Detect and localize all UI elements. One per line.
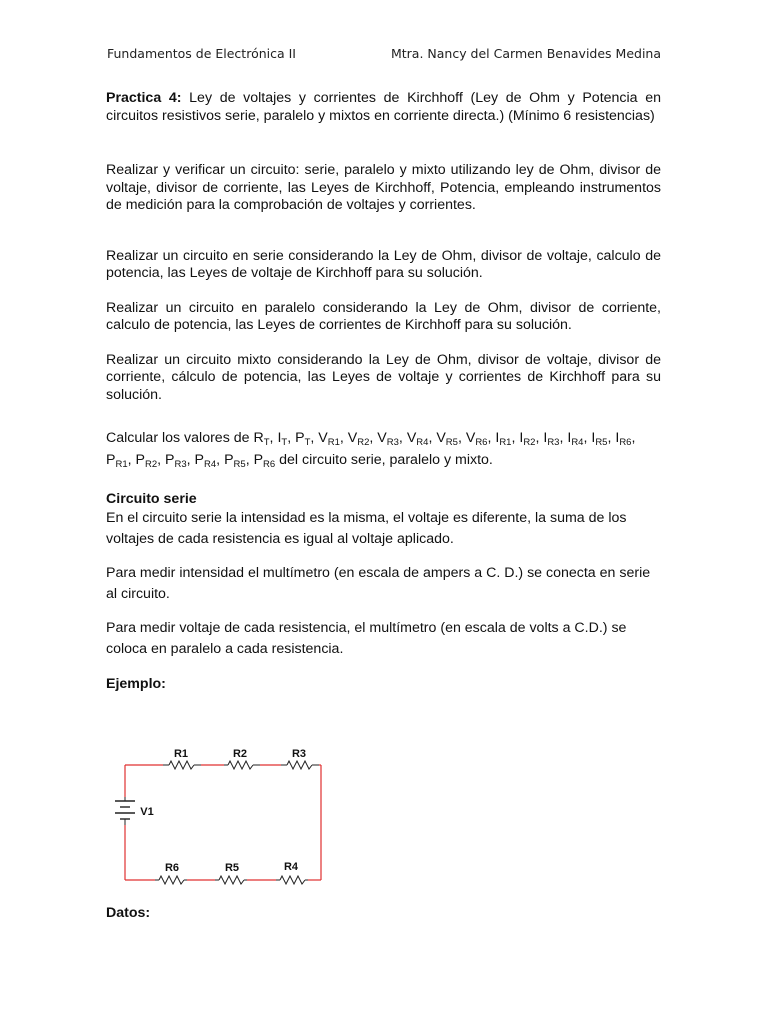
calc-variable: $P_{R2}$ <box>135 451 158 470</box>
header-instructor: Mtra. Nancy del Carmen Benavides Medina <box>390 46 661 61</box>
resistor-r1 <box>163 761 201 769</box>
mixed-instruction: Realizar un circuito mixto considerando la Ley de Ohm, divisor de voltaje, divisor de corriente, cálculo de potencia, las Leyes de voltaje y corrientes de Kirchhoff para su solución. <box>106 351 661 403</box>
calc-variable: $I_{R1}$ <box>495 430 512 448</box>
calc-variables: $R_T$, $I_T$, $P_T$, $V_{R1}$, $V_{R2}$, $V_{R3}$, $V_{R4}$, $V_{R5}$, $V_{R6}$, $I_{R1}$, $I_{R2}$, $I_{R3}$, $I_{R4}$, $I_{R5}$, $I_{R6}$, $P_{R1}$, $P_{R2}$, $P_{R3}$, $P_{R4}$, $P_{R5}$, $P_{R6}$ <box>106 430 636 470</box>
resistor-r2 <box>224 761 260 769</box>
calc-variable: $V_{R1}$ <box>318 430 340 448</box>
label-r6: R6 <box>164 862 180 874</box>
battery-v1 <box>115 797 135 825</box>
calc-variable: $V_{R2}$ <box>347 430 370 448</box>
calc-paragraph <box>106 428 661 471</box>
calc-variable: $V_{R5}$ <box>436 430 458 448</box>
label-r4: R4 <box>283 861 299 873</box>
calc-variable: $R_T$ <box>253 430 270 448</box>
calc-variable: $I_T$ <box>277 430 288 448</box>
circuito-serie-p3: Para medir voltaje de cada resistencia, el multímetro (en escala de volts a C.D.) se coloca en paralelo a cada resistencia. <box>106 619 627 657</box>
calc-variable: $I_{R5}$ <box>591 430 608 448</box>
calc-variable: $I_{R4}$ <box>567 430 584 448</box>
series-circuit-diagram <box>106 744 326 892</box>
calc-prefix: Calcular los valores de <box>106 430 250 446</box>
calc-variable: $V_{R4}$ <box>406 430 429 448</box>
practice-title-paragraph <box>106 90 661 125</box>
resistor-r6 <box>155 876 187 884</box>
calc-variable: $P_{R6}$ <box>253 451 276 470</box>
parallel-instruction: Realizar un circuito en paralelo considerando la Ley de Ohm, divisor de corriente, calculo de potencia, las Leyes de corrientes de Kirchhoff para su solución. <box>106 299 661 333</box>
calc-variable: $V_{R6}$ <box>465 430 488 448</box>
resistor-r5 <box>215 876 247 884</box>
calc-variable: $P_{R5}$ <box>224 451 246 470</box>
circuito-serie-heading: Circuito serie <box>106 491 197 507</box>
circuito-serie-p2: Para medir intensidad el multímetro (en escala de ampers a C. D.) se conecta en serie al circuito. <box>106 564 651 602</box>
label-r2: R2 <box>232 748 248 760</box>
practice-title: Practica 4: <box>106 90 182 106</box>
practice-description: Ley de voltajes y corrientes de Kirchhoff (Ley de Ohm y Potencia en circuitos resistivos serie, paralelo y mixtos en corriente directa.) (Mínimo 6 resistencias) <box>106 90 661 124</box>
label-r3: R3 <box>291 748 307 760</box>
intro-paragraph: Realizar y verificar un circuito: serie, paralelo y mixto utilizando ley de Ohm, divisor de voltaje, divisor de corriente, las Leyes de Kirchhoff, Potencia, empleando instrumentos de medición para la comprobación de voltajes y corrientes. <box>106 162 661 213</box>
document-body <box>106 90 661 693</box>
circuito-serie-p1: En el circuito serie la intensidad es la misma, el voltaje es diferente, la suma de los voltajes de cada resistencia es igual al voltaje aplicado. <box>106 509 627 547</box>
resistor-r4 <box>276 876 308 884</box>
calc-variable: $I_{R3}$ <box>543 430 560 448</box>
datos-heading: Datos: <box>106 905 151 921</box>
calc-variable: $P_T$ <box>295 430 311 448</box>
calc-variable: $V_{R3}$ <box>377 430 399 448</box>
calc-variable: $P_{R3}$ <box>165 451 187 470</box>
resistor-r3 <box>281 761 319 769</box>
calc-variable: $P_{R1}$ <box>106 451 128 470</box>
calc-variable: $I_{R6}$ <box>615 430 632 448</box>
header-course: Fundamentos de Electrónica II <box>107 46 296 61</box>
calc-variable: $I_{R2}$ <box>519 430 536 448</box>
ejemplo-heading: Ejemplo: <box>106 675 166 692</box>
label-r5: R5 <box>224 862 240 874</box>
label-v1: V1 <box>140 806 154 818</box>
calc-variable: $P_{R4}$ <box>194 451 217 470</box>
calc-suffix: del circuito serie, paralelo y mixto. <box>279 451 493 468</box>
series-instruction: Realizar un circuito en serie considerando la Ley de Ohm, divisor de voltaje, calculo de potencia, las Leyes de voltaje de Kirchhoff para su solución. <box>106 247 661 281</box>
label-r1: R1 <box>173 748 189 760</box>
